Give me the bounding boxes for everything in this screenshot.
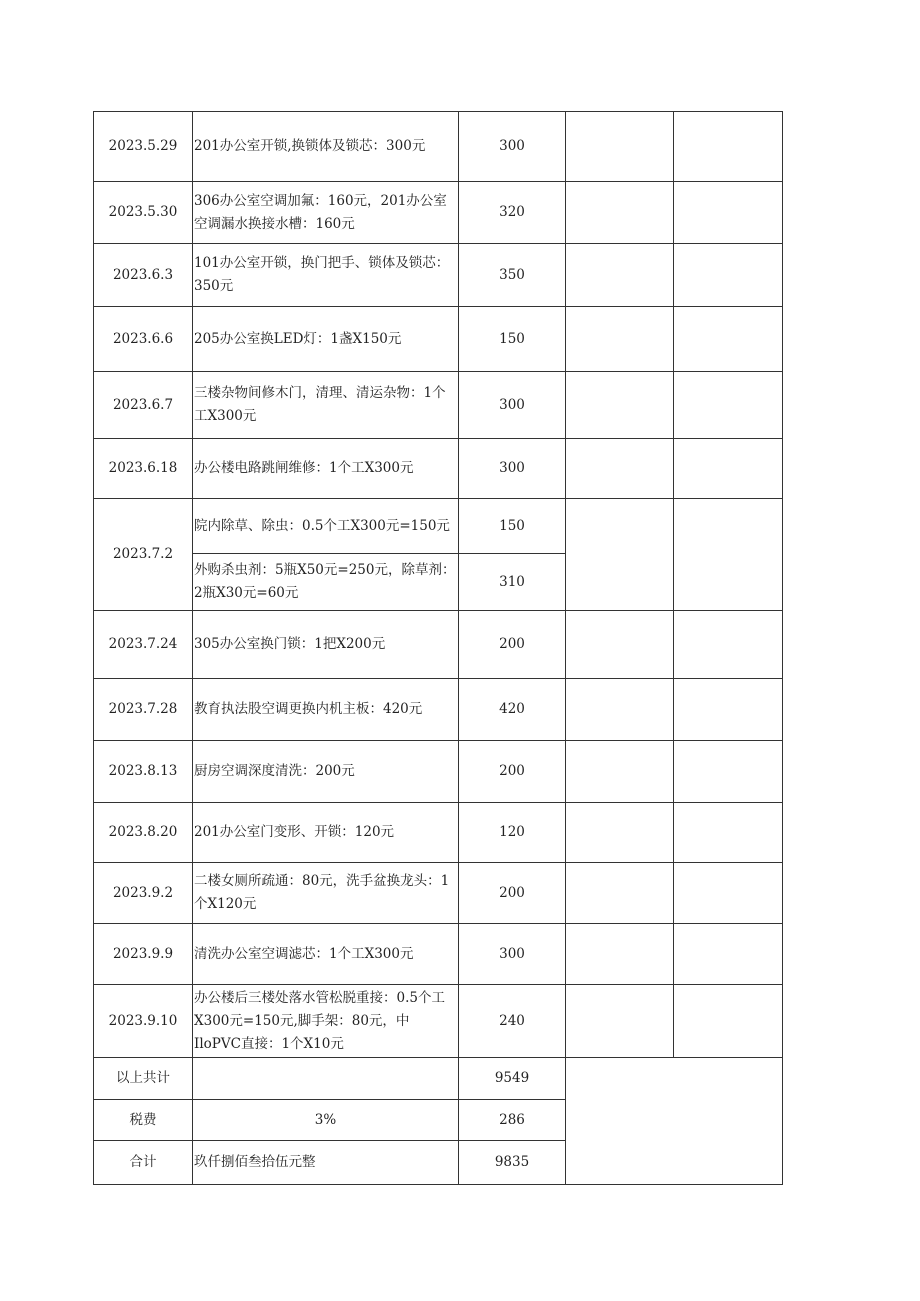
date-cell: 2023.7.28 — [94, 679, 193, 741]
table-row — [94, 611, 783, 679]
total-in-words: 玖仟捌佰叁拾伍元整 — [193, 1141, 459, 1185]
empty-cell — [674, 439, 783, 499]
table-row — [94, 679, 783, 741]
amount-cell: 240 — [459, 985, 566, 1058]
table-row — [94, 307, 783, 372]
date-cell: 2023.6.3 — [94, 244, 193, 307]
amount-cell: 420 — [459, 679, 566, 741]
amount-cell: 200 — [459, 741, 566, 803]
subtotal-amount: 9549 — [459, 1058, 566, 1100]
date-cell: 2023.8.13 — [94, 741, 193, 803]
subtotal-label: 以上共计 — [94, 1058, 193, 1100]
table-row — [94, 112, 783, 182]
amount-cell: 300 — [459, 924, 566, 985]
table-row — [94, 439, 783, 499]
table-row — [94, 372, 783, 439]
description-cell: 205办公室换LED灯：1盏X150元 — [193, 307, 459, 372]
empty-cell — [674, 182, 783, 244]
amount-cell: 120 — [459, 803, 566, 863]
amount-cell: 150 — [459, 499, 566, 554]
date-cell: 2023.5.30 — [94, 182, 193, 244]
description-cell: 201办公室门变形、开锁：120元 — [193, 803, 459, 863]
date-cell: 2023.6.7 — [94, 372, 193, 439]
table-row — [94, 244, 783, 307]
empty-cell — [674, 372, 783, 439]
tax-amount: 286 — [459, 1100, 566, 1141]
empty-cell — [674, 499, 783, 611]
empty-cell — [566, 307, 674, 372]
empty-cell — [674, 741, 783, 803]
amount-cell: 200 — [459, 863, 566, 924]
empty-cell — [566, 611, 674, 679]
description-cell: 清洗办公室空调滤芯：1个工X300元 — [193, 924, 459, 985]
empty-cell — [566, 499, 674, 611]
amount-cell: 350 — [459, 244, 566, 307]
amount-cell: 200 — [459, 611, 566, 679]
date-cell: 2023.6.18 — [94, 439, 193, 499]
expense-table — [93, 111, 783, 1185]
tax-label: 税费 — [94, 1100, 193, 1141]
amount-cell: 150 — [459, 307, 566, 372]
subtotal-description — [193, 1058, 459, 1100]
date-cell: 2023.7.2 — [94, 499, 193, 611]
subtotal-row — [94, 1058, 783, 1100]
total-label: 合计 — [94, 1141, 193, 1185]
date-cell: 2023.5.29 — [94, 112, 193, 182]
empty-cell — [566, 439, 674, 499]
date-cell: 2023.9.2 — [94, 863, 193, 924]
table-row — [94, 985, 783, 1058]
empty-cell — [674, 244, 783, 307]
table-row — [94, 741, 783, 803]
description-cell: 外购杀虫剂：5瓶X50元=250元，除草剂：2瓶X30元=60元 — [193, 554, 459, 611]
table-row — [94, 499, 783, 554]
amount-cell: 300 — [459, 439, 566, 499]
date-cell: 2023.9.9 — [94, 924, 193, 985]
empty-cell — [674, 679, 783, 741]
date-cell: 2023.9.10 — [94, 985, 193, 1058]
description-cell: 二楼女厕所疏通：80元，洗手盆换龙头：1个X120元 — [193, 863, 459, 924]
empty-cell — [674, 307, 783, 372]
empty-cell — [674, 803, 783, 863]
amount-cell: 310 — [459, 554, 566, 611]
description-cell: 305办公室换门锁：1把X200元 — [193, 611, 459, 679]
date-cell: 2023.7.24 — [94, 611, 193, 679]
empty-cell — [674, 863, 783, 924]
empty-cell — [674, 611, 783, 679]
table-row — [94, 863, 783, 924]
empty-cell — [566, 803, 674, 863]
empty-cell — [566, 741, 674, 803]
description-cell: 办公楼电路跳闸维修：1个工X300元 — [193, 439, 459, 499]
table-row — [94, 182, 783, 244]
description-cell: 306办公室空调加氟：160元，201办公室空调漏水换接水槽：160元 — [193, 182, 459, 244]
empty-cell — [566, 863, 674, 924]
empty-cell — [566, 112, 674, 182]
empty-cell — [566, 372, 674, 439]
description-cell: 办公楼后三楼处落水管松脱重接：0.5个工X300元=150元,脚手架：80元，中IloPVC直接：1个X10元 — [193, 985, 459, 1058]
description-cell: 院内除草、除虫：0.5个工X300元=150元 — [193, 499, 459, 554]
empty-cell — [674, 112, 783, 182]
description-cell: 101办公室开锁，换门把手、锁体及锁芯：350元 — [193, 244, 459, 307]
date-cell: 2023.6.6 — [94, 307, 193, 372]
tax-rate: 3% — [193, 1100, 459, 1141]
date-cell: 2023.8.20 — [94, 803, 193, 863]
empty-merged-cell — [566, 1058, 783, 1185]
amount-cell: 300 — [459, 112, 566, 182]
amount-cell: 320 — [459, 182, 566, 244]
total-amount: 9835 — [459, 1141, 566, 1185]
description-cell: 201办公室开锁,换锁体及锁芯：300元 — [193, 112, 459, 182]
table-row — [94, 803, 783, 863]
amount-cell: 300 — [459, 372, 566, 439]
empty-cell — [566, 679, 674, 741]
description-cell: 教育执法股空调更换内机主板：420元 — [193, 679, 459, 741]
empty-cell — [674, 924, 783, 985]
empty-cell — [674, 985, 783, 1058]
empty-cell — [566, 182, 674, 244]
table-row — [94, 924, 783, 985]
description-cell: 三楼杂物间修木门，清理、清运杂物：1个工X300元 — [193, 372, 459, 439]
empty-cell — [566, 924, 674, 985]
empty-cell — [566, 244, 674, 307]
empty-cell — [566, 985, 674, 1058]
description-cell: 厨房空调深度清洗：200元 — [193, 741, 459, 803]
